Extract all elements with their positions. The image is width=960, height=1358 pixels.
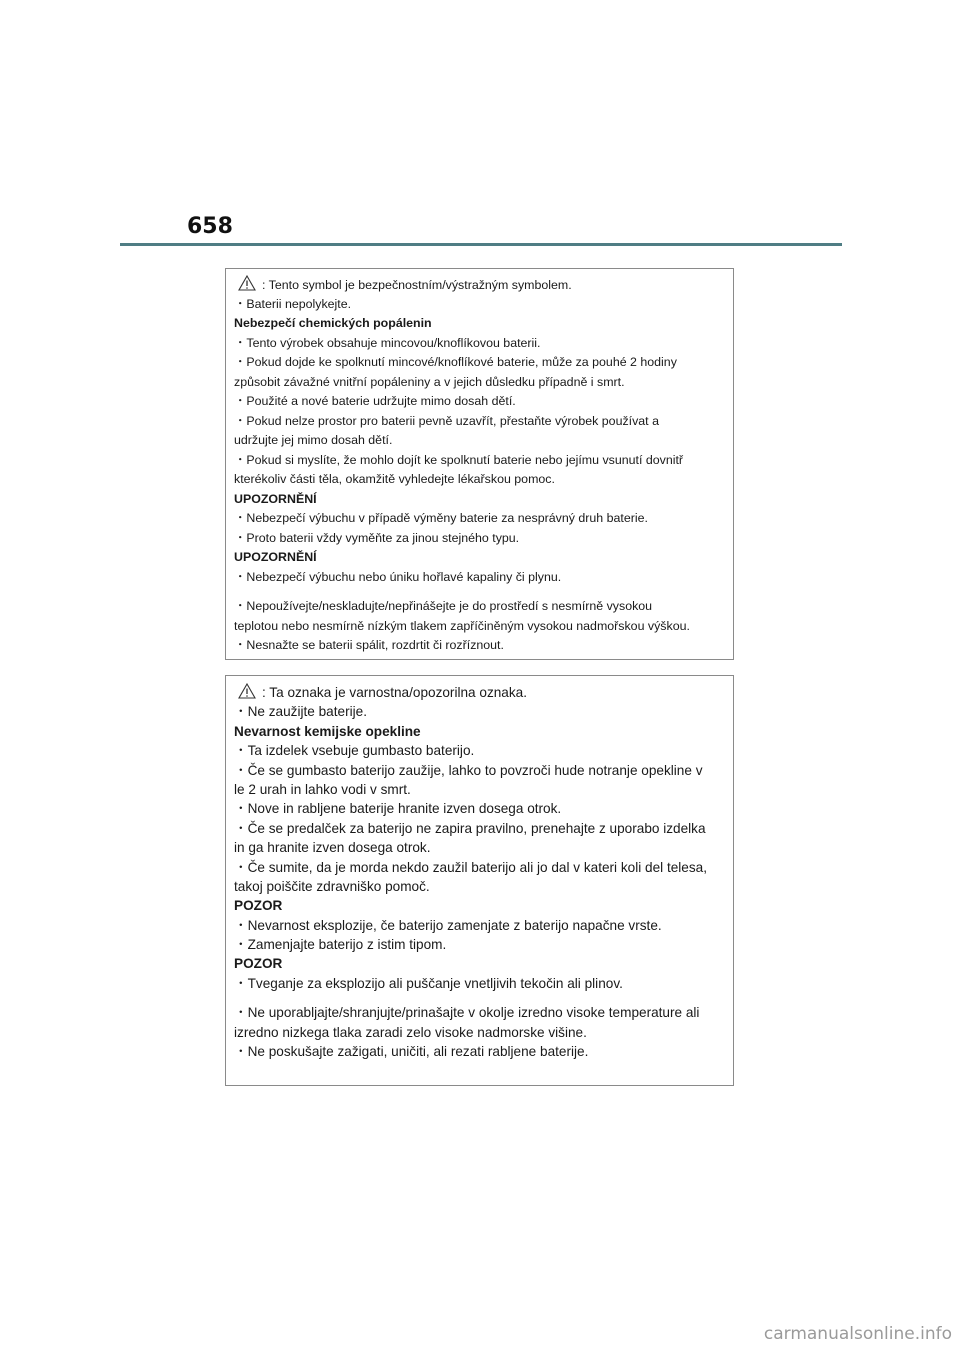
watermark: carmanualsonline.info	[763, 1324, 952, 1344]
text-line: ・Nebezpečí výbuchu v případě výměny baterie za nesprávný druh baterie.	[234, 511, 648, 525]
text-line: ・Nesnažte se baterii spálit, rozdrtit či rozříznout.	[234, 638, 504, 652]
text-line: ・Nevarnost eksplozije, če baterijo zamenjate z baterijo napačne vrste.	[234, 917, 662, 933]
page-number: 658	[187, 214, 233, 239]
text-line: ・Proto baterii vždy vyměňte za jinou stejného typu.	[234, 530, 520, 545]
section-heading: POZOR	[234, 956, 283, 972]
text-line: ・Ne poskušajte zažigati, uničiti, ali rezati rabljene baterije.	[234, 1044, 589, 1060]
text-line: ・Baterii nepolykejte.	[234, 296, 352, 311]
spacer	[234, 587, 733, 597]
warning-label-slovenian	[225, 675, 734, 1086]
section-heading: UPOZORNĚNÍ	[234, 491, 317, 506]
text-line: ・Nebezpečí výbuchu nebo úniku hořlavé kapaliny či plynu.	[234, 569, 562, 584]
warning-label-czech	[225, 268, 734, 660]
text-line: ・Če sumite, da je morda nekdo zaužil baterijo ali jo dal v kateri koli del telesa,	[234, 859, 707, 875]
symbol-text: : Tento symbol je bezpečnostním/výstražným symbolem.	[262, 278, 572, 292]
spacer	[234, 993, 733, 1003]
text-line: ・Tveganje za eksplozijo ali puščanje vnetljivih tekočin ali plinov.	[234, 975, 623, 991]
text-line: ・Nepoužívejte/neskladujte/nepřinášejte je do prostředí s nesmírně vysokou	[234, 599, 653, 613]
section-heading: POZOR	[234, 898, 283, 914]
text-line: ・Použité a nové baterie udržujte mimo dosah dětí.	[234, 394, 516, 408]
text-line: ・Ta izdelek vsebuje gumbasto baterijo.	[234, 743, 475, 759]
section-heading: UPOZORNĚNÍ	[234, 550, 317, 564]
text-line: ・Pokud dojde ke spolknutí mincové/knoflíkové baterie, může za pouhé 2 hodiny	[234, 355, 677, 369]
section-heading: Nebezpečí chemických popálenin	[234, 316, 432, 330]
header-rule	[120, 243, 842, 246]
text-line: způsobit závažné vnitřní popáleniny a v jejich důsledku případně i smrt.	[234, 374, 625, 389]
text-line: ・Zamenjajte baterijo z istim tipom.	[234, 937, 447, 953]
text-line: takoj poiščite zdravniško pomoč.	[234, 878, 430, 894]
text-line: in ga hranite izven dosega otrok.	[234, 840, 431, 856]
warning-triangle-icon	[238, 275, 256, 291]
slovenian-lines	[234, 702, 733, 1061]
text-line: ・Pokud si myslíte, že mohlo dojít ke spolknutí baterie nebo jejímu vsunutí dovnitř	[234, 452, 684, 467]
text-line: ・Nove in rabljene baterije hranite izven dosega otrok.	[234, 801, 562, 817]
text-line: teplotou nebo nesmírně nízkým tlakem zapříčiněným vysokou nadmořskou výškou.	[234, 618, 690, 633]
text-line: le 2 urah in lahko vodi v smrt.	[234, 781, 411, 797]
symbol-line	[234, 275, 733, 295]
text-line: ・Ne zaužijte baterije.	[234, 704, 367, 720]
warning-triangle-icon	[238, 683, 256, 699]
text-line: ・Če se predalček za baterijo ne zapira pravilno, prenehajte z uporabo izdelka	[234, 820, 706, 836]
symbol-text: : Ta oznaka je varnostna/opozorilna oznaka.	[262, 685, 527, 700]
text-line: ・Tento výrobek obsahuje mincovou/knoflíkovou baterii.	[234, 335, 541, 350]
text-line: udržujte jej mimo dosah dětí.	[234, 433, 393, 447]
text-line: kterékoliv části těla, okamžitě vyhledejte lékařskou pomoc.	[234, 472, 555, 486]
text-line: izredno nizkega tlaka zaradi zelo visoke nadmorske višine.	[234, 1024, 587, 1040]
czech-lines	[234, 295, 733, 656]
section-heading: Nevarnost kemijske opekline	[234, 723, 421, 739]
text-line: ・Ne uporabljajte/shranjujte/prinašajte v okolje izredno visoke temperature ali	[234, 1005, 700, 1021]
symbol-line	[234, 683, 733, 702]
text-line: ・Če se gumbasto baterijo zaužije, lahko to povzroči hude notranje opekline v	[234, 762, 703, 778]
text-line: ・Pokud nelze prostor pro baterii pevně uzavřít, přestaňte výrobek používat a	[234, 413, 659, 428]
